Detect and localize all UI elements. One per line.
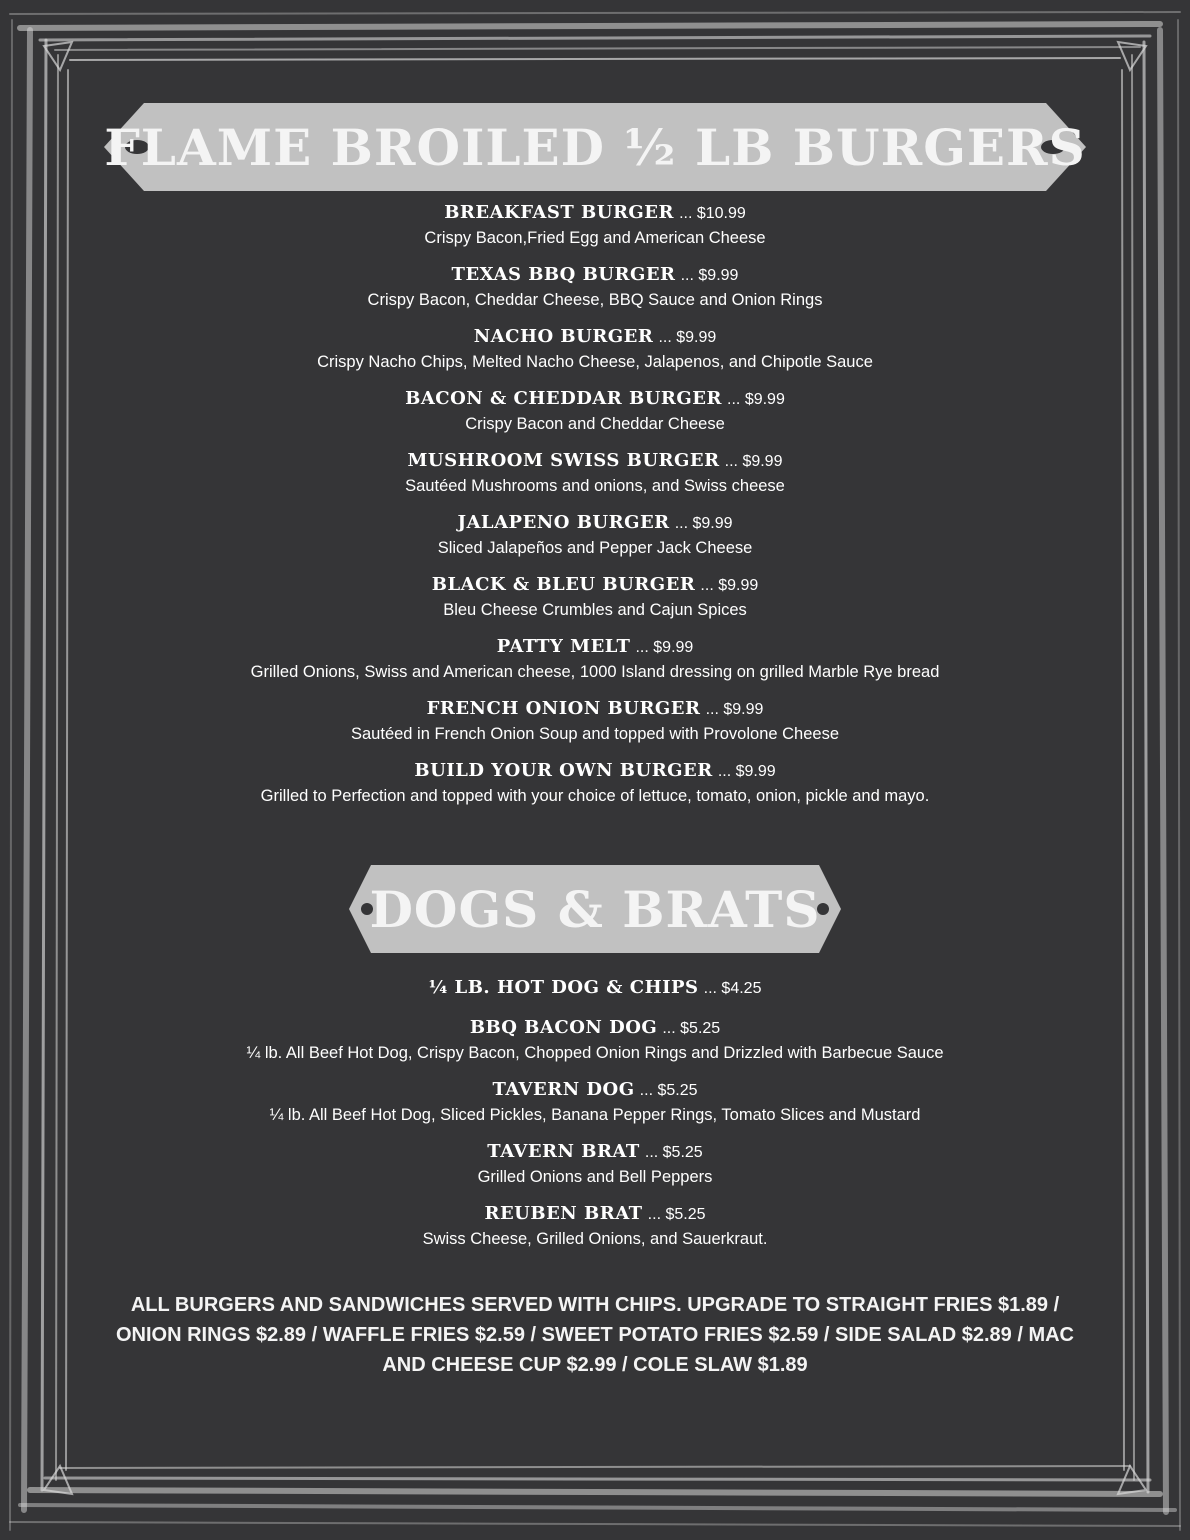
item-price: ... $9.99: [658, 329, 717, 346]
item-name: JALAPENO BURGER: [457, 512, 670, 533]
item-price: ... $5.25: [662, 1020, 721, 1037]
item-name: TAVERN BRAT: [487, 1141, 640, 1162]
item-description: Crispy Bacon, Cheddar Cheese, BBQ Sauce and Onion Rings: [367, 291, 823, 309]
dogs-section-banner: [349, 865, 841, 953]
item-description: Bleu Cheese Crumbles and Cajun Spices: [443, 601, 747, 619]
list-item: [0, 572, 1190, 634]
item-price: ... $4.25: [703, 980, 762, 997]
item-description: Sliced Jalapeños and Pepper Jack Cheese: [437, 539, 753, 557]
item-name: BACON & CHEDDAR BURGER: [405, 388, 722, 409]
item-description: Grilled to Perfection and topped with your choice of lettuce, tomato, onion, pickle and mayo.: [260, 787, 930, 805]
item-price: ... $9.99: [727, 391, 785, 408]
item-name: BUILD YOUR OWN BURGER: [414, 760, 713, 781]
list-item: [0, 510, 1190, 572]
list-item: [0, 758, 1190, 820]
item-description: Crispy Nacho Chips, Melted Nacho Cheese, Jalapenos, and Chipotle Sauce: [317, 353, 873, 371]
item-price: ... $9.99: [717, 763, 776, 780]
item-price: ... $9.99: [680, 267, 739, 284]
list-item: [0, 200, 1190, 262]
item-price: ... $9.99: [635, 639, 694, 656]
burger-menu-list: [0, 200, 1190, 820]
list-item: [0, 1077, 1190, 1139]
list-item: [0, 696, 1190, 758]
list-item: [0, 1015, 1190, 1077]
item-name: NACHO BURGER: [473, 326, 654, 347]
item-price: ... $9.99: [700, 577, 759, 594]
list-item: [0, 975, 1190, 1015]
list-item: [0, 634, 1190, 696]
item-name: ¼ LB. HOT DOG & CHIPS: [428, 977, 699, 998]
burgers-section-banner: [104, 103, 1086, 191]
item-price: ... $9.99: [674, 515, 733, 532]
item-description: Grilled Onions, Swiss and American cheese, 1000 Island dressing on grilled Marble Rye bread: [250, 663, 940, 681]
item-description: Crispy Bacon,Fried Egg and American Cheese: [424, 229, 766, 247]
burgers-section-title: FLAME BROILED ½ LB BURGERS: [104, 117, 1086, 177]
item-name: TAVERN DOG: [492, 1079, 635, 1100]
item-name: FRENCH ONION BURGER: [426, 698, 701, 719]
item-description: Sautéed in French Onion Soup and topped with Provolone Cheese: [351, 725, 839, 743]
item-name: BREAKFAST BURGER: [444, 202, 674, 223]
list-item: [0, 448, 1190, 510]
item-description: Crispy Bacon and Cheddar Cheese: [465, 415, 725, 433]
item-description: Grilled Onions and Bell Peppers: [477, 1168, 713, 1186]
item-name: MUSHROOM SWISS BURGER: [407, 450, 720, 471]
item-description: ¼ lb. All Beef Hot Dog, Sliced Pickles, Banana Pepper Rings, Tomato Slices and Mustard: [269, 1106, 921, 1124]
sides-upgrade-note: ALL BURGERS AND SANDWICHES SERVED WITH CHIPS. UPGRADE TO STRAIGHT FRIES $1.89 / ONION RINGS $2.89 / WAFFLE FRIES $2.59 / SWEET POTATO FRIES $2.59 / SIDE SALAD $2.89 / MAC AND CHEESE CUP $2.99 / COLE SLAW $1.89: [115, 1294, 1074, 1376]
item-price: ... $5.25: [644, 1144, 703, 1161]
dogs-menu-list: [0, 975, 1190, 1263]
list-item: [0, 262, 1190, 324]
item-description: ¼ lb. All Beef Hot Dog, Crispy Bacon, Chopped Onion Rings and Drizzled with Barbecue Sauce: [246, 1044, 944, 1062]
item-price: ... $10.99: [679, 205, 746, 222]
item-price: ... $9.99: [705, 701, 764, 718]
item-name: REUBEN BRAT: [484, 1203, 643, 1224]
item-description: Sautéed Mushrooms and onions, and Swiss cheese: [405, 477, 785, 495]
item-name: BLACK & BLEU BURGER: [431, 574, 696, 595]
item-name: TEXAS BBQ BURGER: [451, 264, 676, 285]
list-item: [0, 1201, 1190, 1263]
item-name: PATTY MELT: [496, 636, 631, 657]
dogs-section-title: DOGS & BRATS: [369, 879, 821, 939]
item-description: Swiss Cheese, Grilled Onions, and Sauerkraut.: [422, 1230, 768, 1248]
list-item: [0, 386, 1190, 448]
item-price: ... $9.99: [724, 453, 783, 470]
list-item: [0, 1139, 1190, 1201]
item-price: ... $5.25: [647, 1206, 706, 1223]
item-name: BBQ BACON DOG: [469, 1017, 658, 1038]
list-item: [0, 324, 1190, 386]
item-price: ... $5.25: [639, 1082, 698, 1099]
